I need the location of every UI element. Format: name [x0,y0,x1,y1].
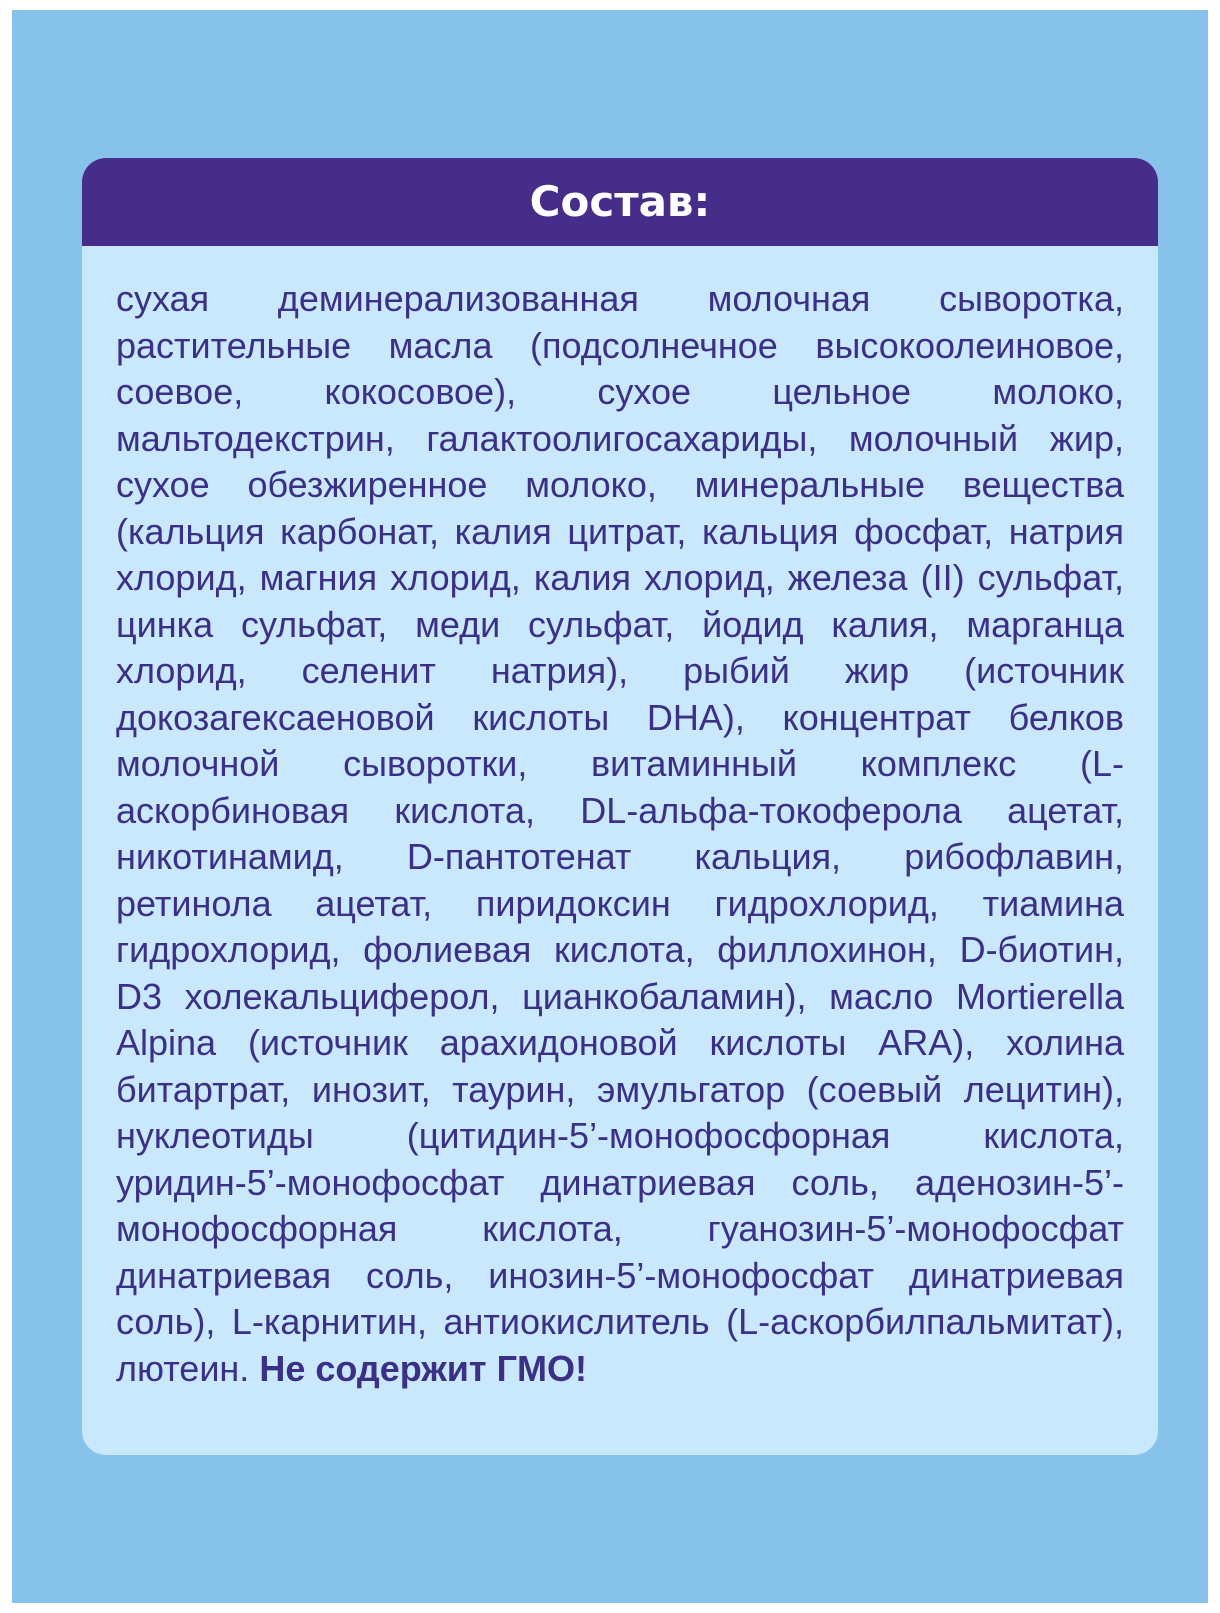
card-title: Состав: [529,177,711,226]
ingredients-text: сухая деминерализованная молочная сыворотка, растительные масла (подсолнечное высокоолеиновое, соевое, кокосовое), сухое цельное молоко, мальтодекстрин, галактоолигосахариды, молочный жир, сухое обезжиренное молоко, минеральные вещества (кальция карбонат, калия цитрат, кальция фосфат, натрия хлорид, магния хлорид, калия хлорид, железа (II) сульфат, цинка сульфат, меди сульфат, йодид калия, марганца хлорид, селенит натрия), рыбий жир (источник докозагексаеновой кислоты DHA), концентрат белков молочной сыворотки, витаминный комплекс (L-аскорбиновая кислота, DL-альфа-токоферола ацетат, никотинамид, D-пантотенат кальция, рибофлавин, ретинола ацетат, пиридоксин гидрохлорид, тиамина гидрохлорид, фолиевая кислота, филлохинон, D-биотин, D3 холекальциферол, цианкобаламин), масло Mortierella Alpina (источник арахидоновой кислоты ARA), холина битартрат, инозит, таурин, эмульгатор (соевый лецитин), нуклеотиды (цитидин-5’-монофосфорная кислота, уридин-5’-монофосфат динатриевая соль, аденозин-5’-монофосфорная кислота, гуанозин-5’-монофосфат динатриевая соль, инозин-5’-монофосфат динатриевая соль), L-карнитин, антиокислитель (L-аскорбилпальмитат), лютеин. [116,278,1124,1389]
card-header [82,158,1158,246]
background-frame [12,10,1208,1603]
composition-card [82,158,1158,1455]
ingredients-paragraph [116,276,1124,1392]
card-body [82,246,1158,1392]
gmo-note: Не содержит ГМО! [259,1347,587,1389]
